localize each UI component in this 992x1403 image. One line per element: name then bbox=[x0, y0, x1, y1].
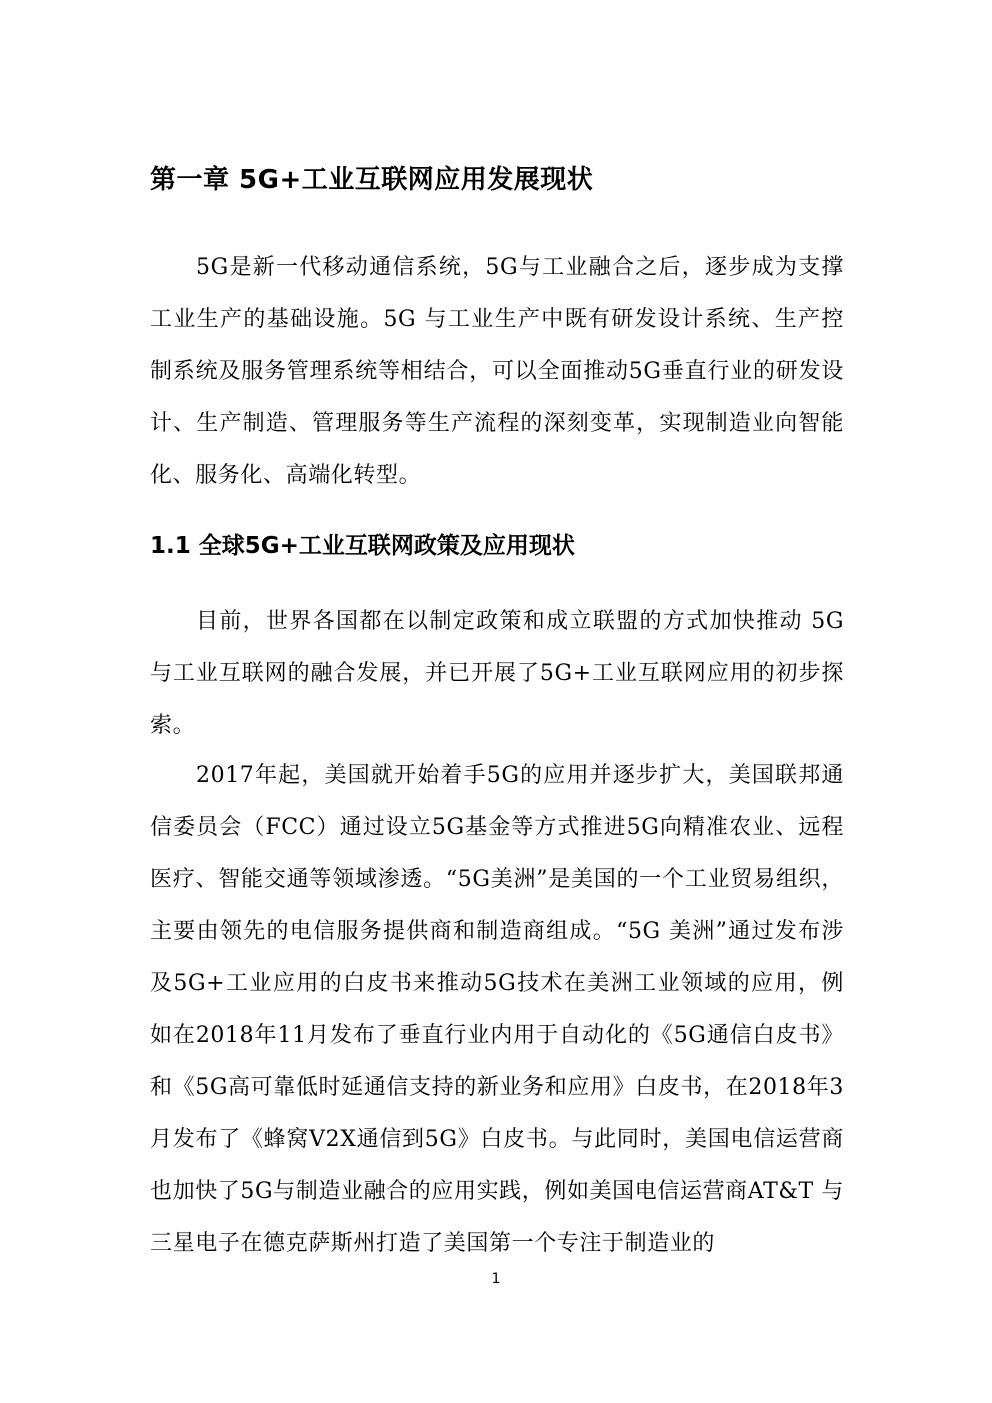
section-paragraph-2: 2017年起，美国就开始着手5G的应用并逐步扩大，美国联邦通信委员会（FCC）通过设立5G基金等方式推进5G向精准农业、远程医疗、智能交通等领域渗透。“5G美洲”是美国的一个工业贸易组织，主要由领先的电信服务提供商和制造商组成。“5G 美洲”通过发布涉及5G+工业应用的白皮书来推动5G技术在美洲工业领域的应用，例如在2018年11月发布了垂直行业内用于自动化的《5G通信白皮书》和《5G高可靠低时延通信支持的新业务和应用》白皮书，在2018年3月发布了《蜂窝V2X通信到5G》白皮书。与此同时，美国电信运营商也加快了5G与制造业融合的应用实践，例如美国电信运营商AT&T 与三星电子在德克萨斯州打造了美国第一个专注于制造业的 bbox=[150, 763, 844, 1256]
chapter-title: 第一章 5G+工业互联网应用发展现状 bbox=[150, 165, 594, 195]
section-title: 1.1 全球5G+工业互联网政策及应用现状 bbox=[150, 533, 575, 559]
chapter-intro-paragraph: 5G是新一代移动通信系统，5G与工业融合之后，逐步成为支撑工业生产的基础设施。5G 与工业生产中既有研发设计系统、生产控制系统及服务管理系统等相结合，可以全面推动5G垂直行业的研发设计、生产制造、管理服务等生产流程的深刻变革，实现制造业向智能化、服务化、高端化转型。 bbox=[150, 255, 844, 488]
page-number: 1 bbox=[491, 1271, 501, 1287]
section-paragraph-1: 目前，世界各国都在以制定政策和成立联盟的方式加快推动 5G与工业互联网的融合发展，并已开展了5G+工业互联网应用的初步探索。 bbox=[150, 609, 844, 738]
